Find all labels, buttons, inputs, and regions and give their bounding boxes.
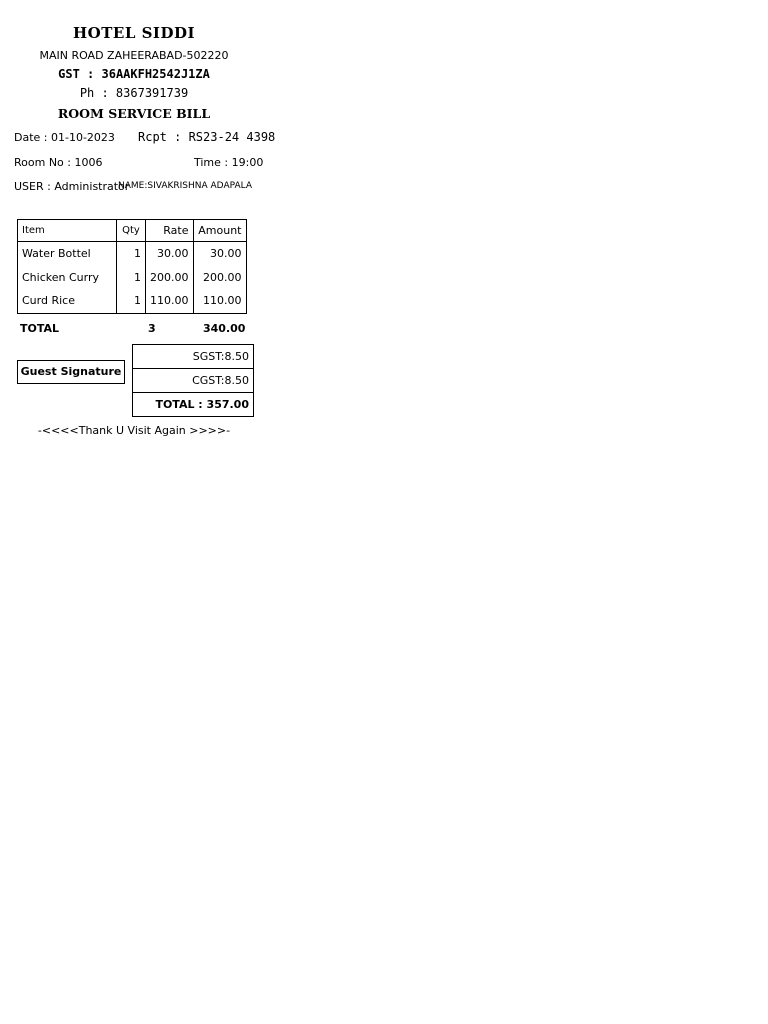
- total-qty: 3: [148, 322, 156, 335]
- guest-signature-box: Guest Signature: [17, 360, 125, 384]
- row-amount: 200.00: [193, 266, 246, 290]
- receipt-number: Rcpt : RS23-24 4398: [138, 130, 276, 144]
- row-qty: 1: [117, 289, 146, 313]
- table-header-row: [18, 220, 247, 242]
- header-qty: Qty: [117, 220, 146, 242]
- row-rate: 30.00: [146, 242, 194, 266]
- header-rate: Rate: [146, 220, 194, 242]
- items-table: [17, 219, 247, 314]
- total-label: TOTAL: [20, 322, 60, 335]
- row-rate: 110.00: [146, 289, 194, 313]
- row-item: Water Bottel: [18, 242, 117, 266]
- table-row: [18, 242, 247, 266]
- grand-total-row: TOTAL : 357.00: [155, 398, 249, 411]
- row-rate: 200.00: [146, 266, 194, 290]
- phone-number: Ph : 8367391739: [79, 86, 189, 100]
- bill-time: Time : 19:00: [194, 156, 264, 169]
- total-amount: 340.00: [203, 322, 246, 335]
- row-item: Chicken Curry: [18, 266, 117, 290]
- thank-you-message: -<<<<Thank U Visit Again >>>>-: [37, 424, 231, 437]
- guest-name: NAME:SIVAKRISHNA ADAPALA: [118, 181, 252, 191]
- room-number: Room No : 1006: [14, 156, 103, 169]
- row-qty: 1: [117, 242, 146, 266]
- table-row: [18, 266, 247, 290]
- bill-title: ROOM SERVICE BILL: [57, 106, 211, 121]
- row-amount: 30.00: [193, 242, 246, 266]
- user-label: USER : Administrator: [14, 180, 130, 193]
- hotel-address: MAIN ROAD ZAHEERABAD-502220: [39, 49, 229, 62]
- header-amount: Amount: [193, 220, 246, 242]
- row-qty: 1: [117, 266, 146, 290]
- tax-summary-box: [132, 344, 254, 417]
- sgst-row: SGST:8.50: [133, 345, 253, 369]
- bill-date: Date : 01-10-2023: [14, 131, 115, 144]
- table-row: [18, 289, 247, 313]
- header-item: Item: [18, 220, 117, 242]
- hotel-name: HOTEL SIDDI: [73, 24, 195, 42]
- gst-number: GST : 36AAKFH2542J1ZA: [58, 67, 210, 81]
- row-item: Curd Rice: [18, 289, 117, 313]
- row-amount: 110.00: [193, 289, 246, 313]
- cgst-row: CGST:8.50: [133, 369, 253, 393]
